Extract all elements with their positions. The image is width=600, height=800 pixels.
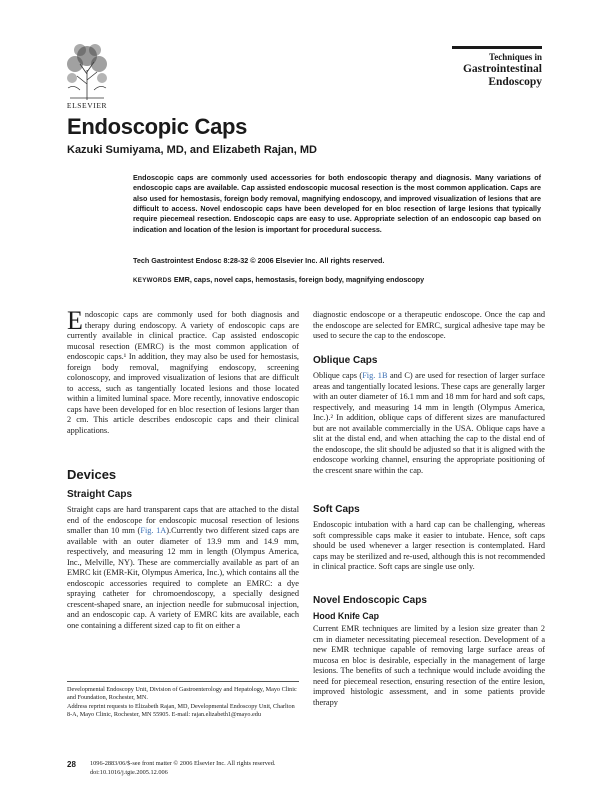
figure-link-1b[interactable]: Fig. 1B [362, 371, 388, 380]
oblique-text-2: and C) are used for resection of larger surface areas and tangentially located lesions. These caps are generally larger with an outer diameter of 16.1 mm and 18 mm for hard and soft caps, respectively, and measuring 14 mm in length (Olympus America, Inc.).² In addition, oblique caps of different sizes are manufactured but are not available commercially in the USA. Oblique caps have a slit at the distal end, and when attaching the cap to the distal end of the endoscope, the slit should be adjusted so that it is aligned with the endoscope working channel, ensuring the appropriate positioning of the crescent snare within the cap. [313, 371, 545, 475]
right-column-continuation [313, 310, 545, 342]
affiliation-footnote: Developmental Endoscopy Unit, Division of Gastroenterology and Hepatology, Mayo Clinic and Foundation, Rochester, MN. [67, 686, 297, 701]
series-label-small: Techniques in [489, 52, 542, 62]
series-title-line2: Endoscopy [488, 76, 542, 88]
abstract: Endoscopic caps are commonly used accessories for both endoscopic therapy and diagnosis. Many variations of endoscopic caps are available. Cap assisted endoscopic mucosal resection is the most common application. Caps are also used for hemostasis, foreign body removal, magnifying endoscopy, and improved visualization of lesions that are difficult to access. Novel endoscopic caps have been developed for en bloc resection of large lesions that typically require piecemeal resection. Endoscopic caps are easy to use. Appropriate selection of an endoscopic cap based on indication and location of the lesion is important for procedural success. [133, 173, 541, 234]
keywords-list: EMR, caps, novel caps, hemostasis, foreign body, magnifying endoscopy [173, 275, 425, 284]
keywords [133, 275, 541, 284]
soft-caps-heading: Soft Caps [313, 504, 360, 515]
elsevier-tree-logo [62, 40, 112, 102]
soft-caps-paragraph: Endoscopic intubation with a hard cap can be challenging, whereas soft compressible caps make it easier to intubate. Hence, soft caps should be used whenever a larger resection is contemplated. Hard caps may be sterilized and re-used, although this is not recommended in clinical practice. Soft caps are single use only. [313, 520, 545, 571]
drop-cap: E [67, 306, 83, 335]
series-title [452, 63, 542, 89]
page-number: 28 [67, 760, 76, 769]
doi-line[interactable]: doi:10.1016/j.tgie.2005.12.006 [90, 769, 168, 776]
keywords-label: KEYWORDS [133, 277, 172, 284]
copyright-line: 1096-2883/06/$-see front matter © 2006 Elsevier Inc. All rights reserved. [90, 760, 276, 767]
publisher-logo-text: ELSEVIER [66, 101, 108, 110]
intro-text: ndoscopic caps are commonly used for both diagnosis and therapy during endoscopy. A variety of endoscopic caps are currently available in clinical practice. Cap assisted endoscopic mucosal resection (EMRC) is the most common application of endoscopic caps.¹ In addition, they may also be used for hemostasis, foreign body removal, magnifying endoscopy, screening colonoscopy, and improved visualization of lesions that are difficult to access, such as tangentially located lesions and those located within a limited luminal space. More recently, innovative endoscopic caps have been developed for en bloc resection of lesions larger than 2 cm. This article describes endoscopic caps and their clinical applications. [67, 310, 299, 435]
hood-knife-heading: Hood Knife Cap [313, 611, 379, 621]
oblique-caps-section [313, 371, 545, 476]
oblique-text-1: Oblique caps ( [313, 371, 363, 380]
devices-heading: Devices [67, 467, 117, 482]
intro-paragraph [67, 306, 299, 436]
straight-text-2: ).Currently two different sized caps are available with an outer diameter of 13.9 mm and 14.9 mm, respectively, and measuring 12 mm in length (Olympus America, Inc., Melville, NY). These are commercially available as part of an EMRC kit (EMR-Kit, Olympus America, Inc.), which contains all the endoscopic accessories required to complete an EMRC: a dye spraying catheter for chromoendoscopy, a specially designed crescent-shaped snare, an injection needle for submucosal injection, and an endoscopic cap. A variety of EMRC kits are available, each one containing a different sized cap to fit on either a [67, 526, 299, 630]
novel-caps-heading: Novel Endoscopic Caps [313, 595, 427, 606]
oblique-caps-paragraph [313, 371, 545, 476]
series-title-line1: Gastrointestinal [462, 63, 542, 75]
left-column [67, 306, 299, 436]
straight-caps-heading: Straight Caps [67, 489, 133, 500]
soft-caps-section [313, 520, 545, 573]
article-title: Endoscopic Caps [67, 114, 248, 139]
address-footnote: Address reprint requests to Elizabeth Rajan, MD, Developmental Endoscopy Unit, Charlton 8-A, Mayo Clinic, Rochester, MN 55905. E-mail: rajan.elizabeth1@mayo.edu [67, 703, 295, 718]
hood-knife-paragraph: Current EMR techniques are limited by a lesion size greater than 2 cm in diameter necessitating piecemeal resection. Development of a new EMR technique capable of removing large surface areas of mucosa en bloc is desirable, especially in the management of large lesions. The benefits of such a technique would include avoiding the need for piecemeal resection, ensuring resection of the entire lesion, improved histologic assessment, and in some patients provide therapy [313, 624, 545, 707]
footnote-rule [67, 681, 299, 682]
article-authors: Kazuki Sumiyama, MD, and Elizabeth Rajan, MD [67, 144, 317, 156]
straight-text-1: Straight caps are hard transparent caps that are attached to the distal end of the endoscope for endoscopic mucosal resection of lesions smaller than 10 mm ( [67, 505, 299, 535]
hood-knife-section [313, 624, 545, 708]
straight-caps-paragraph [67, 505, 299, 631]
series-rule [452, 46, 542, 49]
citation: Tech Gastrointest Endosc 8:28-32 © 2006 Elsevier Inc. All rights reserved. [133, 256, 385, 265]
oblique-caps-heading: Oblique Caps [313, 355, 378, 366]
straight-caps-section [67, 505, 299, 631]
continuation-paragraph: diagnostic endoscope or a therapeutic endoscope. Once the cap and the endoscope are selected for EMRC, surgical adhesive tape may be used to secure the cap to the endoscope. [313, 310, 545, 340]
figure-link-1a[interactable]: Fig. 1A [140, 526, 167, 535]
